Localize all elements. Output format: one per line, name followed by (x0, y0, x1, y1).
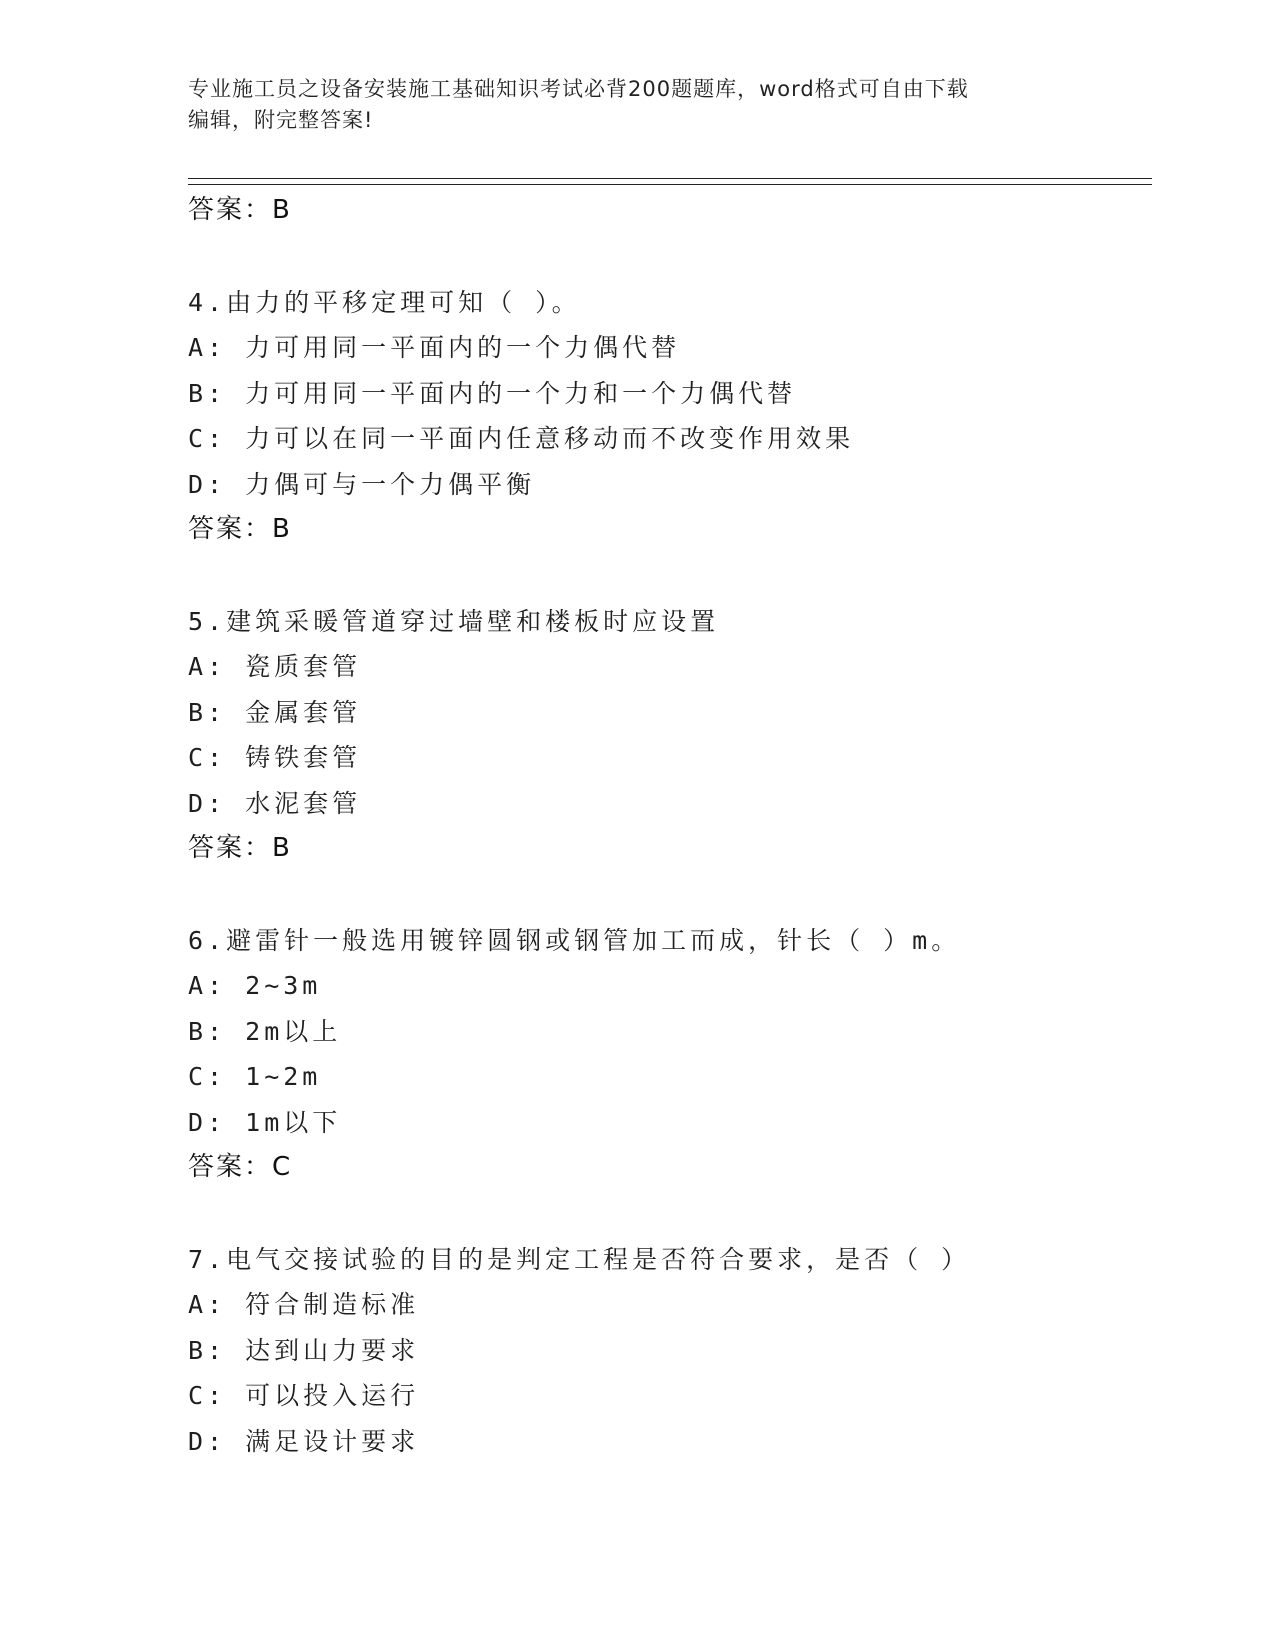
option-d: D: 力偶可与一个力偶平衡 (188, 469, 536, 499)
option-b: B: 达到山力要求 (188, 1335, 420, 1365)
spacer (188, 872, 1152, 918)
question-5 (188, 599, 1152, 872)
header-divider-top (188, 178, 1152, 179)
option-d: D: 满足设计要求 (188, 1426, 420, 1456)
question-title: 6.避雷针一般选用镀锌圆钢或钢管加工而成，针长（ ）m。 (188, 925, 961, 955)
previous-answer: 答案：B (188, 195, 292, 225)
option-c: C: 力可以在同一平面内任意移动而不改变作用效果 (188, 424, 855, 453)
spacer (188, 234, 1152, 280)
question-answer: 答案：C (188, 1152, 293, 1182)
question-title: 4.由力的平移定理可知（ ）。 (188, 287, 581, 317)
question-list (188, 188, 1152, 1464)
question-6 (188, 918, 1152, 1191)
option-b: B: 2m以上 (188, 1016, 342, 1046)
option-c: C: 可以投入运行 (188, 1381, 420, 1410)
option-a: A: 2~3m (188, 971, 322, 1000)
question-title: 5.建筑采暖管道穿过墙壁和楼板时应设置 (188, 606, 720, 636)
option-d: D: 水泥套管 (188, 788, 362, 818)
question-7 (188, 1237, 1152, 1465)
question-4 (188, 280, 1152, 553)
option-a: A: 力可用同一平面内的一个力偶代替 (188, 333, 681, 362)
question-answer: 答案：B (188, 833, 292, 863)
option-c: C: 铸铁套管 (188, 743, 362, 772)
document-header (188, 74, 1068, 136)
header-line-1: 专业施工员之设备安装施工基础知识考试必背200题题库，word格式可自由下载 (188, 77, 969, 101)
option-b: B: 力可用同一平面内的一个力和一个力偶代替 (188, 378, 797, 408)
header-line-2: 编辑，附完整答案! (188, 108, 374, 132)
question-answer: 答案：B (188, 514, 292, 544)
option-a: A: 瓷质套管 (188, 652, 362, 681)
option-b: B: 金属套管 (188, 697, 362, 727)
spacer (188, 553, 1152, 599)
option-c: C: 1~2m (188, 1062, 322, 1091)
option-a: A: 符合制造标准 (188, 1290, 420, 1319)
question-title: 7.电气交接试验的目的是判定工程是否符合要求，是否（ ） (188, 1244, 971, 1274)
header-divider-bottom (188, 184, 1152, 185)
option-d: D: 1m以下 (188, 1107, 342, 1137)
spacer (188, 1191, 1152, 1237)
